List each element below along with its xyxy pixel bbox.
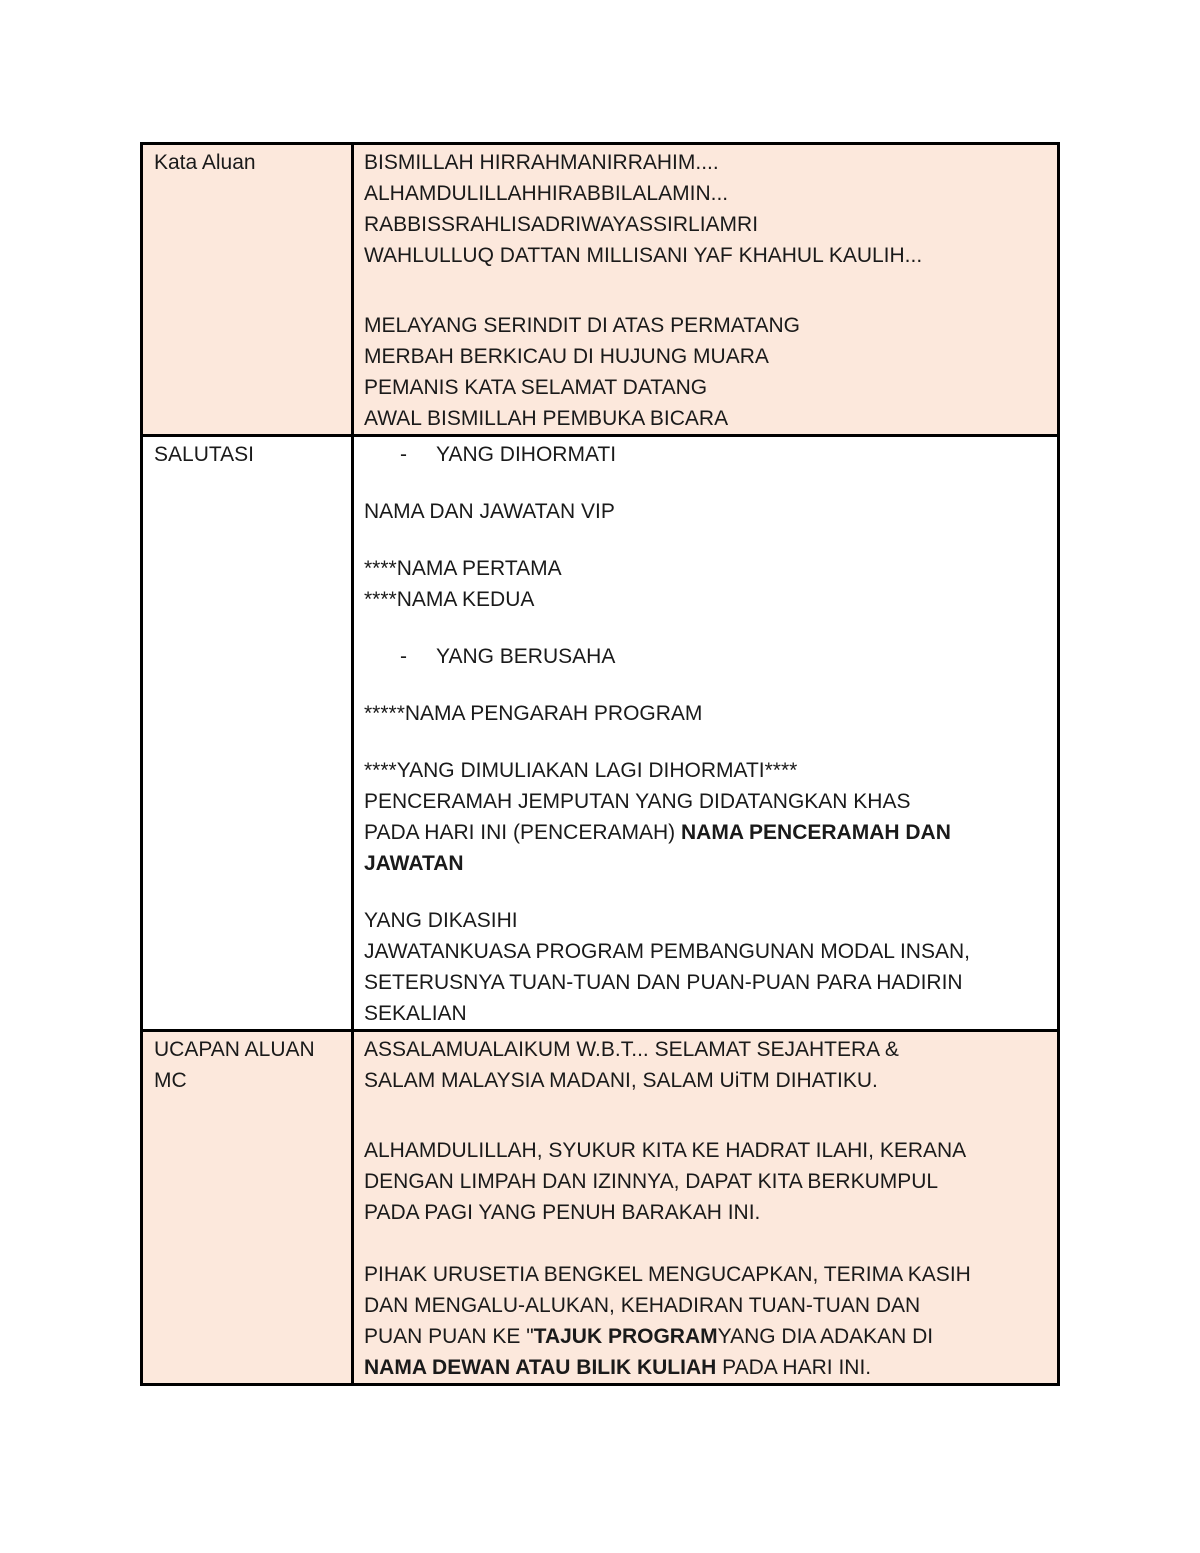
- row-content-salutasi: [353, 436, 1059, 1031]
- bullet-item: [364, 641, 1051, 672]
- speaker-title-bold: JAWATAN: [364, 852, 464, 875]
- greeting-line: ASSALAMUALAIKUM W.B.T... SELAMAT SEJAHTERA &: [364, 1038, 899, 1061]
- label-text: Kata Aluan: [154, 151, 256, 174]
- vip-name: ****NAMA PERTAMA: [364, 557, 562, 580]
- spacer: [364, 1096, 1051, 1135]
- bullet-text: YANG DIHORMATI: [436, 443, 617, 466]
- committee-line: SEKALIAN: [364, 1002, 467, 1025]
- row-label-salutasi: [142, 436, 353, 1031]
- honoured-heading: ****YANG DIMULIAKAN LAGI DIHORMATI****: [364, 759, 798, 782]
- spacer: [364, 271, 1051, 310]
- committee-line: JAWATANKUASA PROGRAM PEMBANGUNAN MODAL INSAN,: [364, 940, 970, 963]
- row-salutasi: [142, 436, 1059, 1031]
- beloved-heading: YANG DIKASIHI: [364, 909, 518, 932]
- speaker-title-line: [364, 848, 1051, 879]
- doa-line: WAHLULLUQ DATTAN MILLISANI YAF KHAHUL KAULIH...: [364, 244, 923, 267]
- vip-name: ****NAMA KEDUA: [364, 588, 535, 611]
- spacer: [364, 672, 1051, 698]
- spacer: [364, 729, 1051, 755]
- doa-line: ALHAMDULILLAHHIRABBILALAMIN...: [364, 182, 729, 205]
- spacer: [364, 527, 1051, 553]
- dash-bullet: -: [400, 443, 407, 466]
- doa-line: RABBISSRAHLISADRIWAYASSIRLIAMRI: [364, 213, 759, 236]
- doa-line: BISMILLAH HIRRAHMANIRRAHIM....: [364, 151, 719, 174]
- director-name: *****NAMA PENGARAH PROGRAM: [364, 702, 703, 725]
- pantun-line: AWAL BISMILLAH PEMBUKA BICARA: [364, 407, 729, 430]
- welcome-suffix: YANG DIA ADAKAN DI: [717, 1325, 934, 1348]
- speaker-name-bold: NAMA PENCERAMAH DAN: [681, 821, 951, 844]
- spacer: [364, 1228, 1051, 1259]
- bullet-item: [364, 439, 1051, 470]
- welcome-suffix: PADA HARI INI.: [716, 1356, 872, 1379]
- bullet-text: YANG BERUSAHA: [436, 645, 616, 668]
- welcome-line: DAN MENGALU-ALUKAN, KEHADIRAN TUAN-TUAN DAN: [364, 1294, 921, 1317]
- welcome-prefix: PUAN PUAN KE ": [364, 1325, 534, 1348]
- label-text: SALUTASI: [154, 443, 254, 466]
- row-ucapan-aluan: [142, 1031, 1059, 1385]
- spacer: [364, 470, 1051, 496]
- program-title-bold: TAJUK PROGRAM: [533, 1325, 718, 1348]
- thanks-line: ALHAMDULILLAH, SYUKUR KITA KE HADRAT ILAHI, KERANA: [364, 1139, 967, 1162]
- row-label-ucapan-aluan: [142, 1031, 353, 1385]
- speaker-line: PENCERAMAH JEMPUTAN YANG DIDATANGKAN KHAS: [364, 790, 911, 813]
- label-text: MC: [154, 1069, 187, 1092]
- pantun-line: MELAYANG SERINDIT DI ATAS PERMATANG: [364, 314, 801, 337]
- row-label-kata-aluan: [142, 144, 353, 436]
- spacer: [364, 615, 1051, 641]
- vip-heading: NAMA DAN JAWATAN VIP: [364, 500, 615, 523]
- script-table: [140, 142, 1060, 1386]
- speaker-prefix: PADA HARI INI (PENCERAMAH): [364, 821, 681, 844]
- pantun-line: PEMANIS KATA SELAMAT DATANG: [364, 376, 708, 399]
- dash-bullet: -: [400, 645, 407, 668]
- committee-line: SETERUSNYA TUAN-TUAN DAN PUAN-PUAN PARA HADIRIN: [364, 971, 963, 994]
- row-kata-aluan: [142, 144, 1059, 436]
- row-content-ucapan-aluan: [353, 1031, 1059, 1385]
- thanks-line: DENGAN LIMPAH DAN IZINNYA, DAPAT KITA BERKUMPUL: [364, 1170, 939, 1193]
- welcome-line: PIHAK URUSETIA BENGKEL MENGUCAPKAN, TERIMA KASIH: [364, 1263, 971, 1286]
- thanks-line: PADA PAGI YANG PENUH BARAKAH INI.: [364, 1201, 761, 1224]
- label-text: UCAPAN ALUAN: [154, 1038, 315, 1061]
- welcome-line: [364, 1321, 1051, 1352]
- row-content-kata-aluan: [353, 144, 1059, 436]
- spacer: [364, 879, 1051, 905]
- speaker-name-line: [364, 817, 1051, 848]
- greeting-line: SALAM MALAYSIA MADANI, SALAM UiTM DIHATIKU.: [364, 1069, 878, 1092]
- venue-bold: NAMA DEWAN ATAU BILIK KULIAH: [364, 1356, 717, 1379]
- pantun-line: MERBAH BERKICAU DI HUJUNG MUARA: [364, 345, 769, 368]
- welcome-line: [364, 1352, 1051, 1383]
